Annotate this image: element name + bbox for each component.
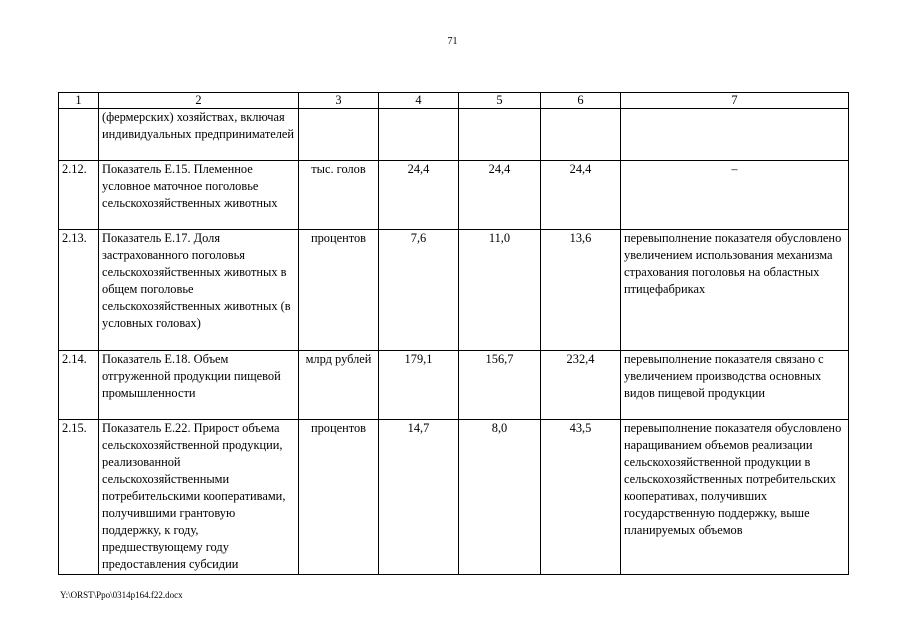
value-cell: 14,7 bbox=[379, 420, 459, 575]
note-cell: – bbox=[621, 161, 849, 230]
table-row bbox=[59, 351, 849, 420]
column-header: 1 bbox=[59, 93, 99, 109]
value-cell: 232,4 bbox=[541, 351, 621, 420]
unit-cell: процентов bbox=[299, 420, 379, 575]
indicator-cell: Показатель Е.18. Объем отгруженной продукции пищевой промышленности bbox=[99, 351, 299, 420]
file-path-footer: Y:\ORST\Ppo\0314p164.f22.docx bbox=[60, 590, 183, 600]
unit-cell: млрд рублей bbox=[299, 351, 379, 420]
column-header: 7 bbox=[621, 93, 849, 109]
value-cell: 43,5 bbox=[541, 420, 621, 575]
row-number bbox=[59, 109, 99, 161]
row-number: 2.13. bbox=[59, 230, 99, 351]
column-header: 4 bbox=[379, 93, 459, 109]
value-cell: 11,0 bbox=[459, 230, 541, 351]
note-cell: перевыполнение показателя обусловлено увеличением использования механизма страхования поголовья на областных птицефабриках bbox=[621, 230, 849, 351]
value-cell: 24,4 bbox=[459, 161, 541, 230]
row-number: 2.14. bbox=[59, 351, 99, 420]
indicator-cell: Показатель Е.22. Прирост объема сельскохозяйственной продукции, реализованной сельскохозяйственными потребительскими кооперативами, получившими грантовую поддержку, к году, предшествующему году предоставления субсидии bbox=[99, 420, 299, 575]
value-cell: 179,1 bbox=[379, 351, 459, 420]
value-cell: 156,7 bbox=[459, 351, 541, 420]
row-number: 2.15. bbox=[59, 420, 99, 575]
table-row bbox=[59, 109, 849, 161]
indicator-cell: (фермерских) хозяйствах, включая индивидуальных предпринимателей bbox=[99, 109, 299, 161]
column-header: 6 bbox=[541, 93, 621, 109]
column-header: 3 bbox=[299, 93, 379, 109]
value-cell bbox=[541, 109, 621, 161]
note-cell: перевыполнение показателя связано с увеличением производства основных видов пищевой продукции bbox=[621, 351, 849, 420]
note-cell: перевыполнение показателя обусловлено наращиванием объемов реализации сельскохозяйственной продукции в сельскохозяйственных потребительских кооперативах, получивших государственную поддержку, выше планируемых объемов bbox=[621, 420, 849, 575]
table-row bbox=[59, 230, 849, 351]
page-number: 71 bbox=[447, 36, 458, 47]
column-header: 2 bbox=[99, 93, 299, 109]
table-row bbox=[59, 420, 849, 575]
table-header-row bbox=[59, 93, 849, 109]
value-cell bbox=[459, 109, 541, 161]
value-cell bbox=[379, 109, 459, 161]
unit-cell: тыс. голов bbox=[299, 161, 379, 230]
indicator-cell: Показатель Е.15. Племенное условное маточное поголовье сельскохозяйственных животных bbox=[99, 161, 299, 230]
table-row bbox=[59, 161, 849, 230]
value-cell: 13,6 bbox=[541, 230, 621, 351]
row-number: 2.12. bbox=[59, 161, 99, 230]
unit-cell bbox=[299, 109, 379, 161]
value-cell: 24,4 bbox=[379, 161, 459, 230]
note-cell bbox=[621, 109, 849, 161]
column-header: 5 bbox=[459, 93, 541, 109]
value-cell: 8,0 bbox=[459, 420, 541, 575]
report-table bbox=[58, 92, 849, 575]
value-cell: 24,4 bbox=[541, 161, 621, 230]
value-cell: 7,6 bbox=[379, 230, 459, 351]
indicator-cell: Показатель Е.17. Доля застрахованного поголовья сельскохозяйственных животных в общем поголовье сельскохозяйственных животных (в условных головах) bbox=[99, 230, 299, 351]
unit-cell: процентов bbox=[299, 230, 379, 351]
